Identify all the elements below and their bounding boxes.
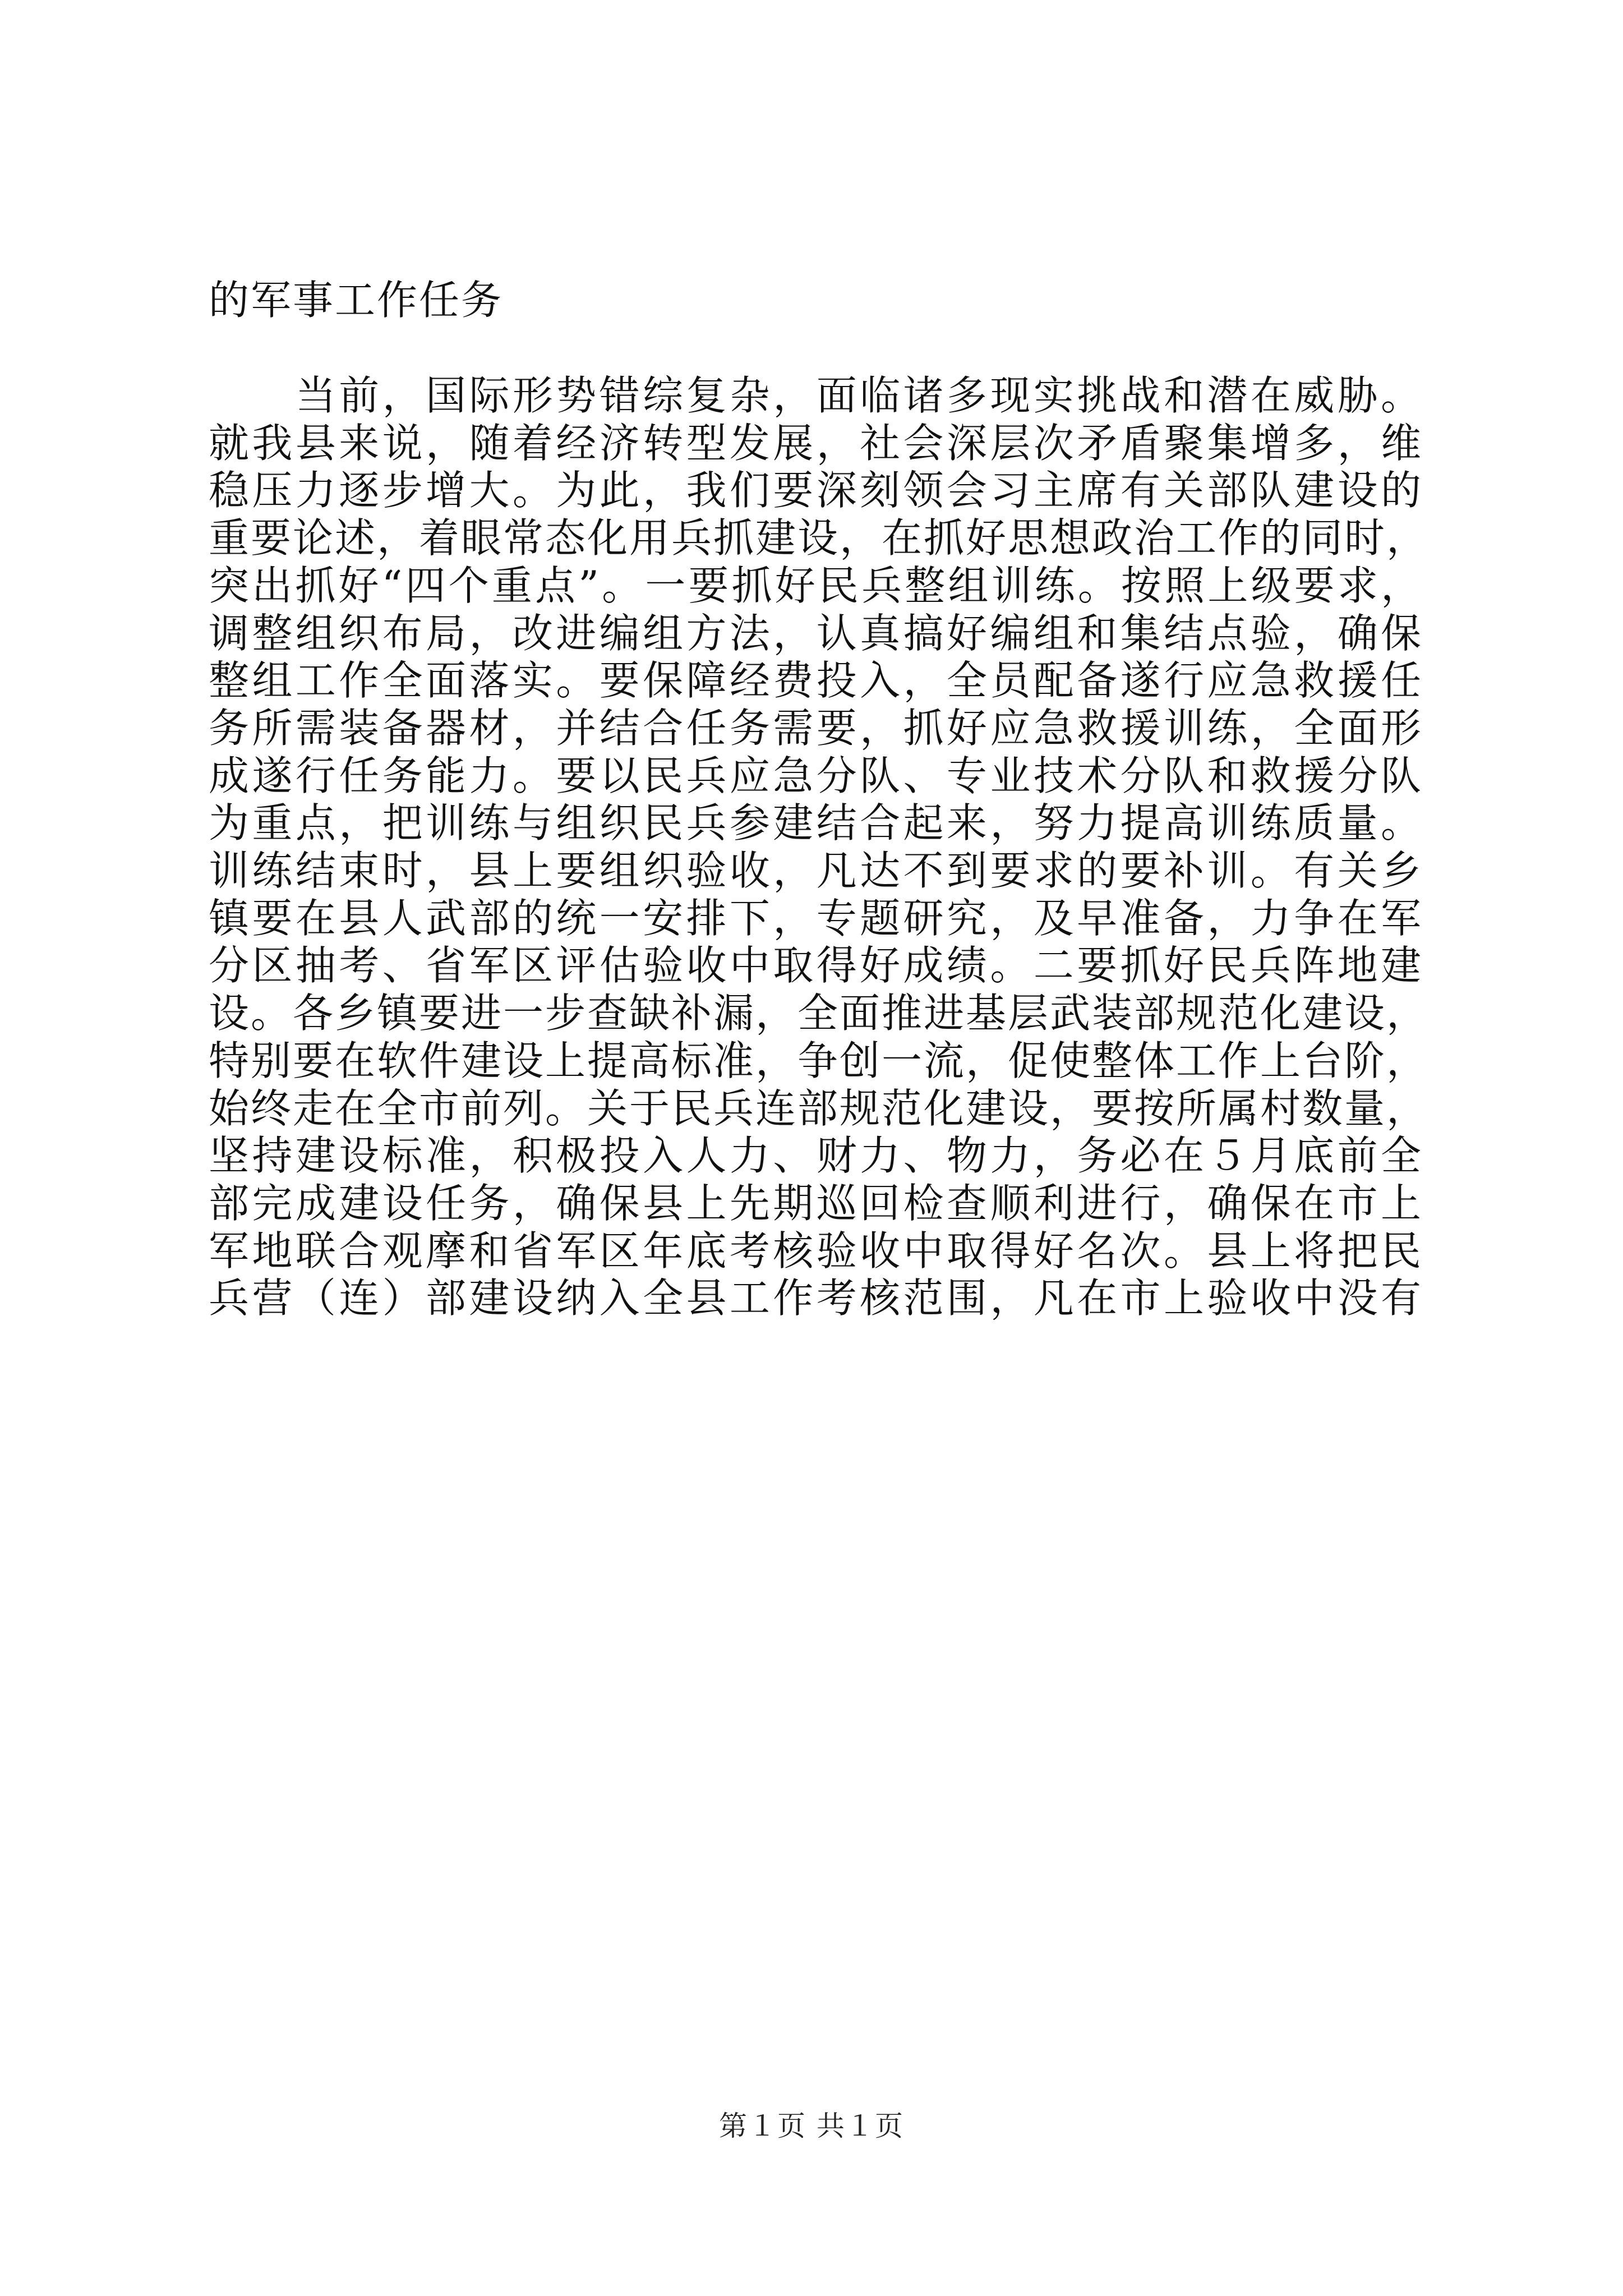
text-line: 设。各乡镇要进一步查缺补漏，全面推进基层武装部规范化建设， (209, 990, 1429, 1037)
text-line: 部完成建设任务，确保县上先期巡回检查顺利进行，确保在市上 (209, 1180, 1423, 1227)
text-line: 坚持建设标准，积极投入人力、财力、物力，务必在５月底前全 (209, 1132, 1423, 1179)
text-line: 重要论述，着眼常态化用兵抓建设，在抓好思想政治工作的同时， (209, 514, 1429, 562)
text-line: 军地联合观摩和省军区年底考核验收中取得好名次。县上将把民 (209, 1227, 1423, 1274)
text-line: 分区抽考、省军区评估验收中取得好成绩。二要抓好民兵阵地建 (209, 942, 1423, 989)
page-footer: 第１页 共１页 (719, 2110, 904, 2142)
text-line: 整组工作全面落实。要保障经费投入，全员配备遂行应急救援任 (209, 657, 1423, 704)
text-line: 为重点，把训练与组织民兵参建结合起来，努力提高训练质量。 (209, 799, 1423, 846)
text-line: 成遂行任务能力。要以民兵应急分队、专业技术分队和救援分队 (209, 752, 1423, 799)
text-line: 特别要在软件建设上提高标准，争创一流，促使整体工作上台阶， (209, 1037, 1429, 1084)
continuation-line: 的军事工作任务 (209, 277, 504, 324)
text-line: 务所需装备器材，并结合任务需要，抓好应急救援训练，全面形 (209, 705, 1423, 752)
text-line: 稳压力逐步增大。为此，我们要深刻领会习主席有关部队建设的 (209, 467, 1423, 514)
text-line: 镇要在县人武部的统一安排下，专题研究，及早准备，力争在军 (209, 895, 1423, 942)
text-line: 兵营（连）部建设纳入全县工作考核范围，凡在市上验收中没有 (209, 1274, 1423, 1322)
text-line: 训练结束时，县上要组织验收，凡达不到要求的要补训。有关乡 (209, 847, 1423, 894)
text-line: 就我县来说，随着经济转型发展，社会深层次矛盾聚集增多，维 (209, 420, 1423, 467)
text-line: 突出抓好“四个重点”。一要抓好民兵整组训练。按照上级要求， (209, 562, 1423, 609)
text-line: 始终走在全市前列。关于民兵连部规范化建设，要按所属村数量， (209, 1085, 1429, 1132)
text-line: 调整组织布局，改进编组方法，认真搞好编组和集结点验，确保 (209, 610, 1423, 657)
text-line: 当前，国际形势错综复杂，面临诸多现实挑战和潜在威胁。 (209, 372, 1423, 419)
